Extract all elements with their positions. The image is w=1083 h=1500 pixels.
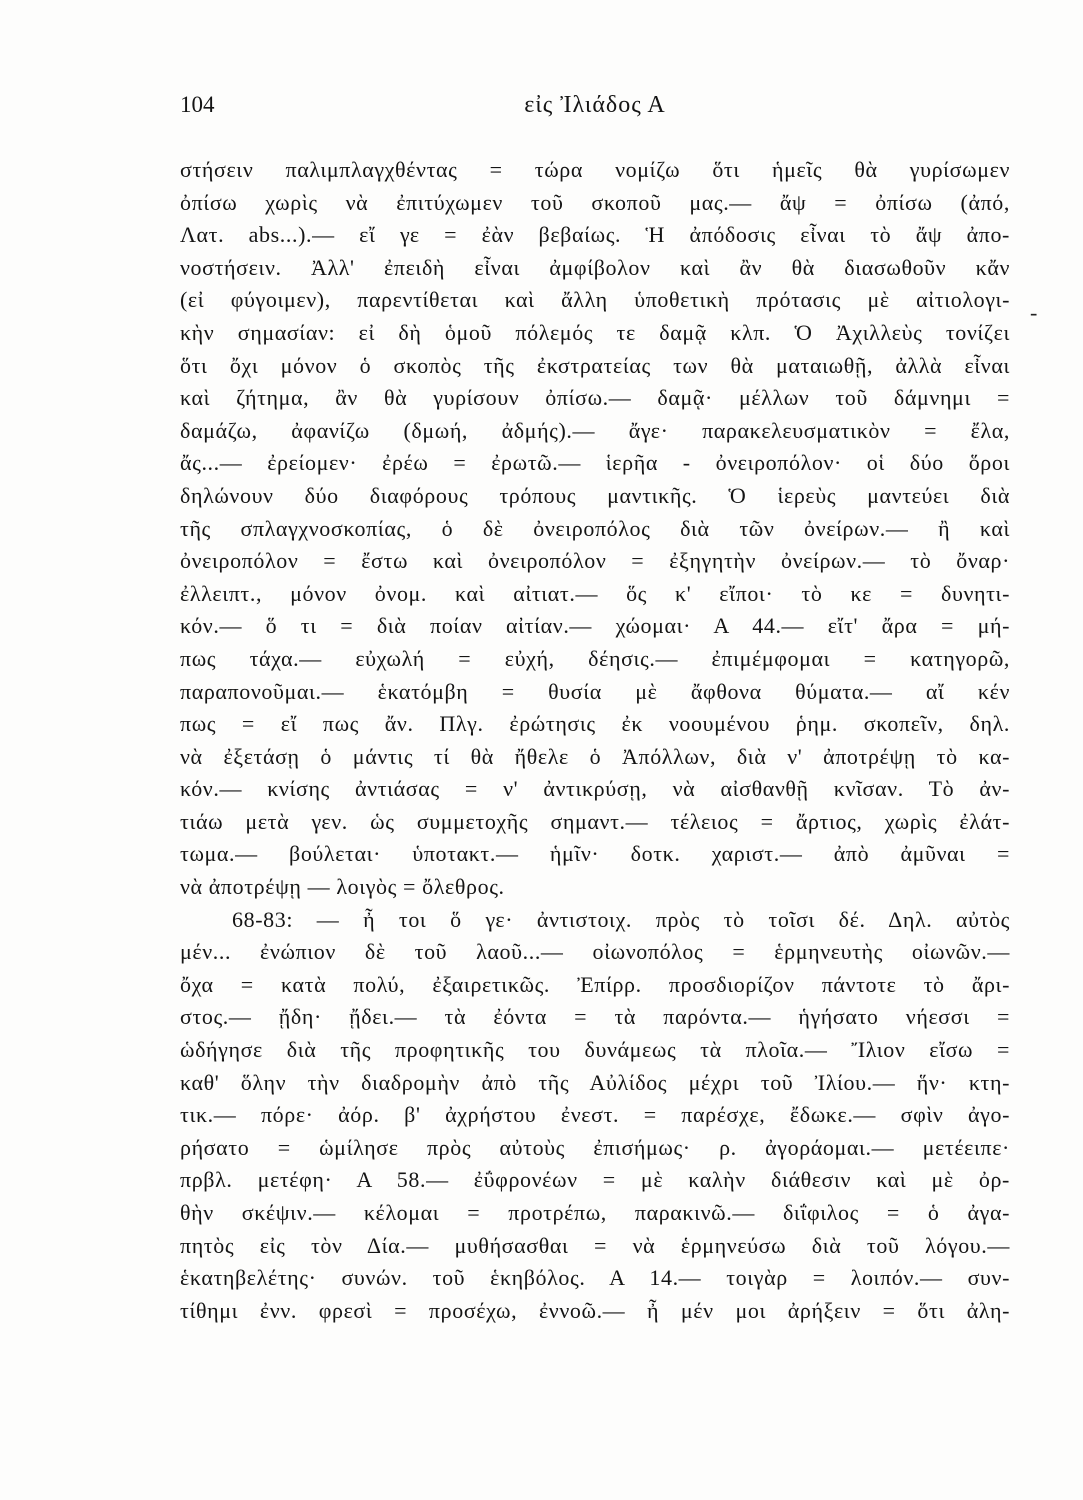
text-line: πως = εἴ πως ἄν. Πλγ. ἐρώτησις ἐκ νοουμένου ῥημ. σκοπεῖν, δηλ. <box>180 711 1010 737</box>
text-line: στήσειν παλιμπλαγχθέντας = τώρα νομίζω ὅτι ἡμεῖς θὰ γυρίσωμεν <box>180 157 1010 182</box>
text-line: νὰ ἐξετάσῃ ὁ μάντις τί θὰ ἤθελε ὁ Ἀπόλλων, διὰ ν' ἀποτρέψῃ τὸ κα- <box>180 743 1010 769</box>
text-line: Λατ. abs...).— εἴ γε = ἐὰν βεβαίως. Ἡ ἀπόδοσις εἶναι τὸ ἄψ ἀπο- <box>180 222 1010 248</box>
text-line: παραπονοῦμαι.— ἑκατόμβη = θυσία μὲ ἄφθονα θύματα.— αἴ κέν <box>180 678 1010 704</box>
text-line: καὶ ζήτημα, ἂν θὰ γυρίσουν ὀπίσω.— δαμᾷ· μέλλων τοῦ δάμνημι = <box>180 385 1010 411</box>
running-title: εἰς Ἰλιάδος Α <box>524 92 666 118</box>
text-line: κόν.— ὅ τι = διὰ ποίαν αἰτίαν.— χώομαι· Α 44.— εἴτ' ἄρα = μή- <box>180 613 1010 639</box>
commentary-text <box>180 154 1010 1327</box>
text-line: ὄχα = κατὰ πολύ, ἐξαιρετικῶς. Ἐπίρρ. προσδιορίζον πάντοτε τὸ ἄρι- <box>180 971 1010 997</box>
text-line: κόν.— κνίσης ἀντιάσας = ν' ἀντικρύσῃ, νὰ αἰσθανθῇ κνῖσαν. Τὸ ἀν- <box>180 776 1010 802</box>
running-head <box>180 92 1010 132</box>
text-line: ἑκατηβελέτης· συνών. τοῦ ἑκηβόλος. Α 14.— τοιγὰρ = λοιπόν.— συν- <box>180 1265 1010 1291</box>
margin-mark: - <box>1030 300 1038 325</box>
text-line: ὅτι ὄχι μόνον ὁ σκοπὸς τῆς ἐκστρατείας των θὰ ματαιωθῇ, ἀλλὰ εἶναι <box>180 352 1010 378</box>
text-line: δαμάζω, ἀφανίζω (δμωή, ἀδμής).— ἄγε· παρακελευσματικὸν = ἔλα, <box>180 417 1010 443</box>
text-line: τιάω μετὰ γεν. ὡς συμμετοχῆς σημαντ.— τέλειος = ἄρτιος, χωρὶς ἐλάτ- <box>180 808 1010 834</box>
text-line: τωμα.— βούλεται· ὑποτακτ.— ἡμῖν· δοτκ. χαριστ.— ἀπὸ ἀμῦναι = <box>180 841 1010 867</box>
text-line: ὀνειροπόλον = ἔστω καὶ ὀνειροπόλον = ἐξηγητὴν ὀνείρων.— τὸ ὄναρ· <box>180 548 1010 574</box>
text-line: νὰ ἀποτρέψῃ — λοιγὸς = ὄλεθρος. <box>180 874 505 900</box>
text-line: ρήσατο = ὡμίλησε πρὸς αὐτοὺς ἐπισήμως· ρ. ἀγοράομαι.— μετέειπε· <box>180 1134 1010 1160</box>
text-line: πως τάχα.— εὐχωλή = εὐχή, δέησις.— ἐπιμέμφομαι = κατηγορῶ, <box>180 645 1010 671</box>
text-line: καθ' ὅλην τὴν διαδρομὴν ἀπὸ τῆς Αὐλίδος μέχρι τοῦ Ἰλίου.— ἥν· κτη- <box>180 1069 1010 1095</box>
text-line: στος.— ᾔδη· ᾔδει.— τὰ ἐόντα = τὰ παρόντα.— ἡγήσατο νήεσσι = <box>180 1004 1010 1030</box>
text-line: ὡδήγησε διὰ τῆς προφητικῆς του δυνάμεως τὰ πλοῖα.— Ἴλιον εἴσω = <box>180 1037 1010 1063</box>
text-line: ἐλλειπτ., μόνον ὀνομ. καὶ αἰτιατ.— ὅς κ' εἴποι· τὸ κε = δυνητι- <box>180 580 1010 606</box>
text-line: τίθημι ἐνν. φρεσὶ = προσέχω, ἐννοῶ.— ἦ μέν μοι ἀρήξειν = ὅτι ἀλη- <box>180 1297 1010 1323</box>
text-line: 68-83: — ἦ τοι ὅ γε· ἀντιστοιχ. πρὸς τὸ τοῖσι δέ. Δηλ. αὐτὸς <box>232 906 1010 932</box>
text-line: νοστήσειν. Ἀλλ' ἐπειδὴ εἶναι ἀμφίβολον καὶ ἂν θὰ διασωθοῦν κἄν <box>180 254 1010 280</box>
page-number: 104 <box>180 92 215 117</box>
text-line: κὴν σημασίαν: εἰ δὴ ὁμοῦ πόλεμός τε δαμᾷ κλπ. Ὁ Ἀχιλλεὺς τονίζει <box>180 319 1010 345</box>
text-line: (εἰ φύγοιμεν), παρεντίθεται καὶ ἄλλη ὑποθετικὴ πρότασις μὲ αἰτιολογι- <box>180 287 1010 313</box>
text-line: πρβλ. μετέφη· Α 58.— ἐΰφρονέων = μὲ καλὴν διάθεσιν καὶ μὲ ὀρ- <box>180 1167 1010 1193</box>
text-line: ἄς...— ἐρείομεν· ἐρέω = ἐρωτῶ.— ἱερῆα - ὀνειροπόλον· οἱ δύο ὅροι <box>180 450 1010 476</box>
text-line: μέν... ἐνώπιον δὲ τοῦ λαοῦ...— οἰωνοπόλος = ἑρμηνευτὴς οἰωνῶν.— <box>180 939 1010 965</box>
text-line: δηλώνουν δύο διαφόρους τρόπους μαντικῆς. Ὁ ἱερεὺς μαντεύει διὰ <box>180 482 1010 508</box>
text-line: τῆς σπλαγχνοσκοπίας, ὁ δὲ ὀνειροπόλος διὰ τῶν ὀνείρων.— ἢ καὶ <box>180 515 1010 541</box>
text-line: ὀπίσω χωρὶς νὰ ἐπιτύχωμεν τοῦ σκοποῦ μας.— ἄψ = ὀπίσω (ἀπό, <box>180 189 1010 215</box>
text-line: θὴν σκέψιν.— κέλομαι = προτρέπω, παρακινῶ.— διΐφιλος = ὁ ἀγα- <box>180 1200 1010 1225</box>
text-line: πητὸς εἰς τὸν Δία.— μυθήσασθαι = νὰ ἑρμηνεύσω διὰ τοῦ λόγου.— <box>180 1232 1010 1258</box>
text-line: τικ.— πόρε· ἀόρ. β' ἀχρήστου ἐνεστ. = παρέσχε, ἔδωκε.— σφὶν ἀγο- <box>180 1102 1010 1128</box>
